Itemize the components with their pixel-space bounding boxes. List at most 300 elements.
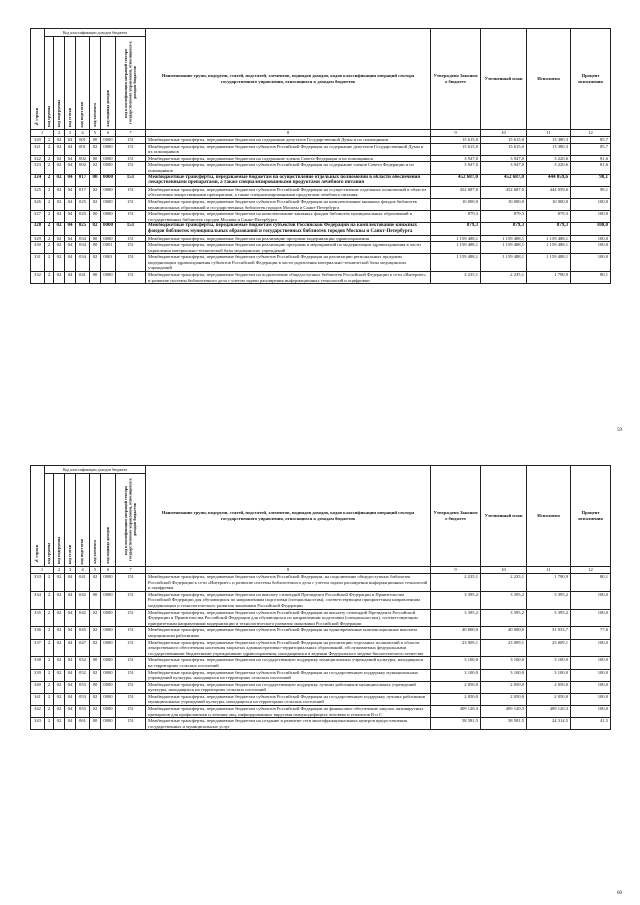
code-program: 0000 <box>101 137 116 144</box>
percent-value: 100,0 <box>571 706 611 718</box>
executed-value: 1 790,9 <box>527 574 571 592</box>
page-number: 59 <box>617 428 622 433</box>
header-group-caption: Код классификации доходов бюджета <box>45 466 146 474</box>
percent-value: 80,1 <box>571 574 611 592</box>
approved-value: 10 000,0 <box>431 198 481 210</box>
code-program: 0000 <box>101 693 116 705</box>
approved-value: 3 395,2 <box>431 609 481 627</box>
code-group: 2 <box>45 669 54 681</box>
code-kosgu: 151 <box>116 639 146 657</box>
code-subarticle: 002 <box>76 162 90 174</box>
table-row <box>31 186 611 198</box>
executed-value: 3 100,0 <box>527 669 571 681</box>
header-group-caption: Код классификации доходов бюджета <box>45 29 146 37</box>
row-number: 320 <box>31 137 45 144</box>
code-element: 02 <box>90 669 101 681</box>
executed-value: 3 395,2 <box>527 609 571 627</box>
code-element: 00 <box>90 155 101 162</box>
percent-value: 81,6 <box>571 162 611 174</box>
page-number: 60 <box>617 891 622 896</box>
col-number: 12 <box>571 567 611 574</box>
clarified-value: 2 050,0 <box>481 693 527 705</box>
table-row <box>31 718 611 730</box>
revenue-name: Межбюджетные трансферты, передаваемые бюджетам субъектов Российской Федерации на осуществление отдельных полномочий в области обеспечения лекарственными препаратами, а также специализированными продуктами лечебного питания <box>146 186 431 198</box>
code-group: 2 <box>45 235 54 242</box>
code-subgroup: 02 <box>54 609 65 627</box>
clarified-value: 452 687,0 <box>481 186 527 198</box>
report-page-1 <box>30 28 622 433</box>
row-number: 325 <box>31 186 45 198</box>
code-article: 04 <box>65 609 76 627</box>
code-group: 2 <box>45 155 54 162</box>
table-row <box>31 657 611 669</box>
code-program: 0000 <box>101 211 116 223</box>
revenue-name: Межбюджетные трансферты, передаваемые бюджетам субъектов Российской Федерации на содержание депутатов Государственной Думы и их помощников <box>146 143 431 155</box>
row-number: 322 <box>31 155 45 162</box>
code-kosgu: 151 <box>116 235 146 242</box>
revenue-name: Межбюджетные трансферты, передаваемые бюджетам субъектов Российской Федерации на реализацию региональных программ модернизации здравоохранения субъектов Российской Федерации в части укрепления материально-технической базы медицинских учреждений <box>146 254 431 272</box>
executed-value: 13 380,3 <box>527 137 571 144</box>
row-number: 328 <box>31 223 45 235</box>
executed-value: 3 220,6 <box>527 155 571 162</box>
code-subarticle: 053 <box>76 693 90 705</box>
percent-value: 100,0 <box>571 211 611 223</box>
approved-value: 452 687,0 <box>431 174 481 186</box>
percent-value: 100,0 <box>571 669 611 681</box>
table-row <box>31 627 611 639</box>
approved-value: 3 395,2 <box>431 591 481 609</box>
row-number: 333 <box>31 574 45 592</box>
revenue-name: Межбюджетные трансферты, передаваемые бюджетам на подключение общедоступных библиотек Российской Федерации к сети «Интернет» и развитие системы библиотечного дела с учетом задачи расширения информационных технологий и оцифровки <box>146 272 431 284</box>
approved-value: 879,3 <box>431 211 481 223</box>
code-element: 00 <box>90 235 101 242</box>
code-element: 02 <box>90 223 101 235</box>
table-row <box>31 223 611 235</box>
table-row <box>31 574 611 592</box>
header-executed: Исполнено <box>527 466 571 567</box>
header-code-program: код подвида доходов <box>104 527 110 564</box>
code-subgroup: 02 <box>54 657 65 669</box>
code-subarticle: 002 <box>76 155 90 162</box>
header-percent: Процент исполнения <box>571 29 611 130</box>
code-subarticle: 052 <box>76 657 90 669</box>
code-element: 02 <box>90 198 101 210</box>
code-kosgu: 151 <box>116 591 146 609</box>
table-row <box>31 137 611 144</box>
col-number: 9 <box>431 130 481 137</box>
code-subgroup: 02 <box>54 574 65 592</box>
executed-value: 879,3 <box>527 211 571 223</box>
header-code-subarticle: код подстатьи <box>79 538 85 564</box>
code-article: 04 <box>65 254 76 272</box>
code-kosgu: 151 <box>116 211 146 223</box>
code-group: 2 <box>45 174 54 186</box>
header-code-group: код группы <box>45 543 51 564</box>
approved-value: 879,3 <box>431 223 481 235</box>
code-program: 0000 <box>101 669 116 681</box>
header-code-element: код элемента <box>91 540 97 564</box>
revenue-name: Межбюджетные трансферты, передаваемые бюджетам на выплату стипендий Президента Российской Федерации и Правительства Российской Федерации для обучающихся по направлениям подготовки (специальностям), соответствующим приоритетным направлениям модернизации и технологического развития экономики Российской Федерации <box>146 591 431 609</box>
code-subgroup: 02 <box>54 174 65 186</box>
code-group: 2 <box>45 162 54 174</box>
code-group: 2 <box>45 591 54 609</box>
clarified-value: 879,3 <box>481 211 527 223</box>
code-subgroup: 02 <box>54 162 65 174</box>
row-number: 343 <box>31 718 45 730</box>
code-group: 2 <box>45 627 54 639</box>
approved-value: 58 581,5 <box>431 718 481 730</box>
code-subgroup: 02 <box>54 627 65 639</box>
clarified-value: 40 000,0 <box>481 627 527 639</box>
percent-value: 100,0 <box>571 693 611 705</box>
executed-value: 3 395,2 <box>527 591 571 609</box>
row-number: 330 <box>31 242 45 254</box>
table-body <box>31 137 611 284</box>
col-number: 2 <box>54 567 65 574</box>
code-kosgu: 151 <box>116 143 146 155</box>
table-row <box>31 639 611 657</box>
code-program: 0000 <box>101 186 116 198</box>
code-kosgu: 151 <box>116 609 146 627</box>
code-kosgu: 151 <box>116 223 146 235</box>
approved-value: 452 687,0 <box>431 186 481 198</box>
header-code-subgroup: код подгруппы <box>55 536 61 564</box>
code-program: 0000 <box>101 574 116 592</box>
code-subarticle: 025 <box>76 198 90 210</box>
code-program: 0000 <box>101 681 116 693</box>
code-kosgu: 151 <box>116 669 146 681</box>
col-number: 4 <box>76 567 90 574</box>
code-program: 0000 <box>101 609 116 627</box>
row-number: 323 <box>31 162 45 174</box>
code-article: 04 <box>65 137 76 144</box>
executed-value: 879,3 <box>527 223 571 235</box>
percent-value: 100,0 <box>571 657 611 669</box>
code-group: 2 <box>45 198 54 210</box>
row-number: 332 <box>31 272 45 284</box>
code-element: 02 <box>90 143 101 155</box>
code-group: 2 <box>45 574 54 592</box>
table-row <box>31 143 611 155</box>
executed-value: 409 120,3 <box>527 706 571 718</box>
header-code-group: код группы <box>45 106 51 127</box>
clarified-value: 58 581,5 <box>481 718 527 730</box>
revenue-name: Межбюджетные трансферты, передаваемые бюджетам субъектов Российской Федерации на комплектование книжных фондов библиотек муниципальных образований и государственных библиотек городов Москвы и Санкт-Петербурга <box>146 223 431 235</box>
header-percent: Процент исполнения <box>571 466 611 567</box>
code-article: 04 <box>65 174 76 186</box>
approved-value: 409 120,3 <box>431 706 481 718</box>
executed-value: 31 033,7 <box>527 627 571 639</box>
executed-value: 23 009,1 <box>527 639 571 657</box>
code-group: 2 <box>45 143 54 155</box>
code-element: 02 <box>90 186 101 198</box>
row-number: 336 <box>31 627 45 639</box>
row-number: 335 <box>31 609 45 627</box>
executed-value: 1 159 488,1 <box>527 242 571 254</box>
code-element: 00 <box>90 174 101 186</box>
code-article: 04 <box>65 211 76 223</box>
code-element: 00 <box>90 272 101 284</box>
column-number-row <box>31 567 611 574</box>
code-kosgu: 151 <box>116 574 146 592</box>
table-body <box>31 574 611 730</box>
clarified-value: 2 235,1 <box>481 272 527 284</box>
approved-value: 23 009,1 <box>431 639 481 657</box>
code-element: 00 <box>90 211 101 223</box>
table-row <box>31 198 611 210</box>
percent-value: 77,6 <box>571 627 611 639</box>
col-number: 6 <box>101 130 116 137</box>
percent-value: 100,0 <box>571 235 611 242</box>
percent-value: 100,0 <box>571 242 611 254</box>
table-row <box>31 693 611 705</box>
executed-value: 1 159 488,1 <box>527 254 571 272</box>
executed-value: 10 000,0 <box>527 198 571 210</box>
code-group: 2 <box>45 211 54 223</box>
code-subarticle: 025 <box>76 223 90 235</box>
code-program: 0000 <box>101 235 116 242</box>
code-article: 04 <box>65 669 76 681</box>
executed-value: 2 050,0 <box>527 693 571 705</box>
code-subarticle: 034 <box>76 235 90 242</box>
executed-value: 13 380,3 <box>527 143 571 155</box>
code-element: 02 <box>90 706 101 718</box>
code-article: 04 <box>65 143 76 155</box>
code-subgroup: 02 <box>54 242 65 254</box>
col-number: 12 <box>571 130 611 137</box>
code-element: 00 <box>90 718 101 730</box>
executed-value: 444 059,6 <box>527 174 571 186</box>
approved-value: 1 159 488,1 <box>431 242 481 254</box>
executed-value: 3 100,0 <box>527 657 571 669</box>
percent-value: 100,0 <box>571 609 611 627</box>
code-program: 0000 <box>101 155 116 162</box>
executed-value: 444 059,6 <box>527 186 571 198</box>
code-kosgu: 151 <box>116 242 146 254</box>
row-number: 324 <box>31 174 45 186</box>
header-code-article: код статьи <box>66 544 72 564</box>
code-group: 2 <box>45 718 54 730</box>
column-number-row <box>31 130 611 137</box>
code-group: 2 <box>45 186 54 198</box>
clarified-value: 3 100,0 <box>481 669 527 681</box>
code-article: 04 <box>65 235 76 242</box>
percent-value: 100,0 <box>571 254 611 272</box>
clarified-value: 15 615,0 <box>481 143 527 155</box>
table-row <box>31 681 611 693</box>
col-number: 10 <box>481 130 527 137</box>
code-subarticle: 047 <box>76 639 90 657</box>
revenue-name: Межбюджетные трансферты, передаваемые бюджетам на государственную поддержку муниципальных учреждений культуры, находящихся на территориях сельских поселений <box>146 657 431 669</box>
report-page-2 <box>30 465 622 896</box>
code-kosgu: 151 <box>116 137 146 144</box>
code-subgroup: 02 <box>54 137 65 144</box>
code-article: 04 <box>65 706 76 718</box>
code-group: 2 <box>45 137 54 144</box>
code-subgroup: 02 <box>54 223 65 235</box>
code-article: 04 <box>65 591 76 609</box>
clarified-value: 3 947,0 <box>481 162 527 174</box>
executed-value: 1 790,9 <box>527 272 571 284</box>
row-number: 342 <box>31 706 45 718</box>
code-program: 0000 <box>101 143 116 155</box>
clarified-value: 879,3 <box>481 223 527 235</box>
percent-value: 81,6 <box>571 155 611 162</box>
approved-value: 3 947,0 <box>431 155 481 162</box>
col-number: 9 <box>431 567 481 574</box>
code-subarticle: 041 <box>76 574 90 592</box>
col-number: 5 <box>90 567 101 574</box>
table-row <box>31 211 611 223</box>
table-row <box>31 254 611 272</box>
revenue-name: Межбюджетные трансферты, передаваемые бюджетам субъектов Российской Федерации, на подключение общедоступных библиотек Российской Федерации к сети «Интернет» и развитие системы библиотечного дела с учетом задачи расширения информационных технологий и оцифровки <box>146 574 431 592</box>
clarified-value: 3 395,2 <box>481 609 527 627</box>
clarified-value: 452 687,0 <box>481 174 527 186</box>
approved-value: 2 235,1 <box>431 574 481 592</box>
col-number: 3 <box>65 130 76 137</box>
code-subarticle: 017 <box>76 174 90 186</box>
header-code-kosgu: код классификации операций сектора государственного управления, относящихся к доходам бюджетов <box>122 41 137 125</box>
table-row <box>31 609 611 627</box>
percent-value: 100,0 <box>571 198 611 210</box>
code-subgroup: 02 <box>54 155 65 162</box>
percent-value: 98,1 <box>571 186 611 198</box>
code-subgroup: 02 <box>54 669 65 681</box>
code-program: 0000 <box>101 718 116 730</box>
code-article: 04 <box>65 718 76 730</box>
code-element: 00 <box>90 242 101 254</box>
code-kosgu: 151 <box>116 174 146 186</box>
row-number: 341 <box>31 693 45 705</box>
code-program: 0000 <box>101 706 116 718</box>
code-element: 02 <box>90 609 101 627</box>
clarified-value: 1 159 488,1 <box>481 235 527 242</box>
percent-value: 85,7 <box>571 137 611 144</box>
code-article: 04 <box>65 155 76 162</box>
header-code-program: код подвида доходов <box>104 90 110 127</box>
code-article: 04 <box>65 657 76 669</box>
code-group: 2 <box>45 706 54 718</box>
code-kosgu: 151 <box>116 162 146 174</box>
code-subgroup: 02 <box>54 143 65 155</box>
code-subarticle: 034 <box>76 242 90 254</box>
code-element: 00 <box>90 657 101 669</box>
code-article: 04 <box>65 242 76 254</box>
code-kosgu: 151 <box>116 706 146 718</box>
code-kosgu: 151 <box>116 155 146 162</box>
code-subarticle: 017 <box>76 186 90 198</box>
code-group: 2 <box>45 609 54 627</box>
approved-value: 15 615,0 <box>431 137 481 144</box>
code-article: 04 <box>65 223 76 235</box>
clarified-value: 23 009,1 <box>481 639 527 657</box>
approved-value: 1 159 488,1 <box>431 235 481 242</box>
code-subarticle: 034 <box>76 254 90 272</box>
code-article: 04 <box>65 639 76 657</box>
header-code-subgroup: код подгруппы <box>55 99 61 127</box>
clarified-value: 3 395,2 <box>481 591 527 609</box>
header-code-article: код статьи <box>66 107 72 127</box>
revenue-name: Межбюджетные трансферты, передаваемые бюджетам на содержание депутатов Государственной Думы и их помощников <box>146 137 431 144</box>
revenue-name: Межбюджетные трансферты, передаваемые бюджетам на реализацию программ и мероприятий по модернизации здравоохранения в части укрепления материально-технической базы медицинских учреждений <box>146 242 431 254</box>
code-program: 0001 <box>101 242 116 254</box>
percent-value: 100,0 <box>571 639 611 657</box>
code-subgroup: 02 <box>54 211 65 223</box>
code-subgroup: 02 <box>54 718 65 730</box>
code-program: 0000 <box>101 639 116 657</box>
col-number: 1 <box>31 567 54 574</box>
code-group: 2 <box>45 242 54 254</box>
header-approved: Утверждено Законом о бюджете <box>431 466 481 567</box>
code-element: 02 <box>90 627 101 639</box>
code-subgroup: 02 <box>54 198 65 210</box>
col-number: 3 <box>65 567 76 574</box>
revenue-name: Межбюджетные трансферты, передаваемые бюджетам на комплектование книжных фондов библиотек муниципальных образований и государственных библиотек городов Москвы и Санкт-Петербурга <box>146 211 431 223</box>
code-kosgu: 151 <box>116 681 146 693</box>
row-number: 331 <box>31 254 45 272</box>
approved-value: 15 615,0 <box>431 143 481 155</box>
executed-value: 2 050,0 <box>527 681 571 693</box>
code-kosgu: 151 <box>116 254 146 272</box>
col-number: 1 <box>31 130 54 137</box>
header-name: Наименование групп, подгрупп, статей, подстатей, элементов, подвидов доходов, кодов классификации операций сектора государственного управления, относящихся к доходам бюджетов <box>146 466 431 567</box>
table-row <box>31 706 611 718</box>
revenue-name: Межбюджетные трансферты, передаваемые бюджетам субъектов Российской Федерации на выплату стипендий Президента Российской Федерации и Правительства Российской Федерации для обучающихся по направлениям подготовки (специальностям), соответствующим приоритетным направлениям модернизации и технологического развития экономики Российской Федерации <box>146 609 431 627</box>
code-group: 2 <box>45 693 54 705</box>
code-article: 04 <box>65 574 76 592</box>
code-article: 04 <box>65 693 76 705</box>
table-row <box>31 591 611 609</box>
clarified-value: 409 120,3 <box>481 706 527 718</box>
code-subarticle: 045 <box>76 627 90 639</box>
percent-value: 100,0 <box>571 223 611 235</box>
header-clarified: Уточненный план <box>481 466 527 567</box>
code-group: 2 <box>45 639 54 657</box>
code-article: 04 <box>65 198 76 210</box>
code-kosgu: 151 <box>116 198 146 210</box>
clarified-value: 10 000,0 <box>481 198 527 210</box>
code-subgroup: 02 <box>54 639 65 657</box>
table-row <box>31 174 611 186</box>
revenue-name: Межбюджетные трансферты, передаваемые бюджетам субъектов Российской Федерации на финансовое обеспечение закупок антивирусных препаратов для профилактики и лечения лиц, инфицированных вирусами иммунодефицита человека и гепатитов В и С <box>146 706 431 718</box>
clarified-value: 2 050,0 <box>481 681 527 693</box>
code-subgroup: 02 <box>54 186 65 198</box>
code-subarticle: 052 <box>76 669 90 681</box>
col-number: 4 <box>76 130 90 137</box>
clarified-value: 2 235,1 <box>481 574 527 592</box>
code-subgroup: 02 <box>54 681 65 693</box>
header-name: Наименование групп, подгрупп, статей, подстатей, элементов, подвидов доходов, кодов классификации операций сектора государственного управления, относящихся к доходам бюджетов <box>146 29 431 130</box>
row-number: 340 <box>31 681 45 693</box>
code-kosgu: 151 <box>116 186 146 198</box>
col-number: 10 <box>481 567 527 574</box>
header-row-no: № строки <box>34 108 40 127</box>
approved-value: 3 100,0 <box>431 657 481 669</box>
clarified-value: 15 615,0 <box>481 137 527 144</box>
code-subarticle: 001 <box>76 137 90 144</box>
col-number: 7 <box>116 130 146 137</box>
percent-value: 85,7 <box>571 143 611 155</box>
code-subarticle: 053 <box>76 681 90 693</box>
code-subgroup: 02 <box>54 591 65 609</box>
code-kosgu: 151 <box>116 272 146 284</box>
col-number: 11 <box>527 567 571 574</box>
percent-value: 100,0 <box>571 591 611 609</box>
executed-value: 3 220,6 <box>527 162 571 174</box>
row-number: 339 <box>31 669 45 681</box>
table-row <box>31 155 611 162</box>
revenue-name: Межбюджетные трансферты, передаваемые бюджетам на осуществление отдельных полномочий в области обеспечения лекарственными препаратами, а также специализированными продуктами лечебного питания <box>146 174 431 186</box>
